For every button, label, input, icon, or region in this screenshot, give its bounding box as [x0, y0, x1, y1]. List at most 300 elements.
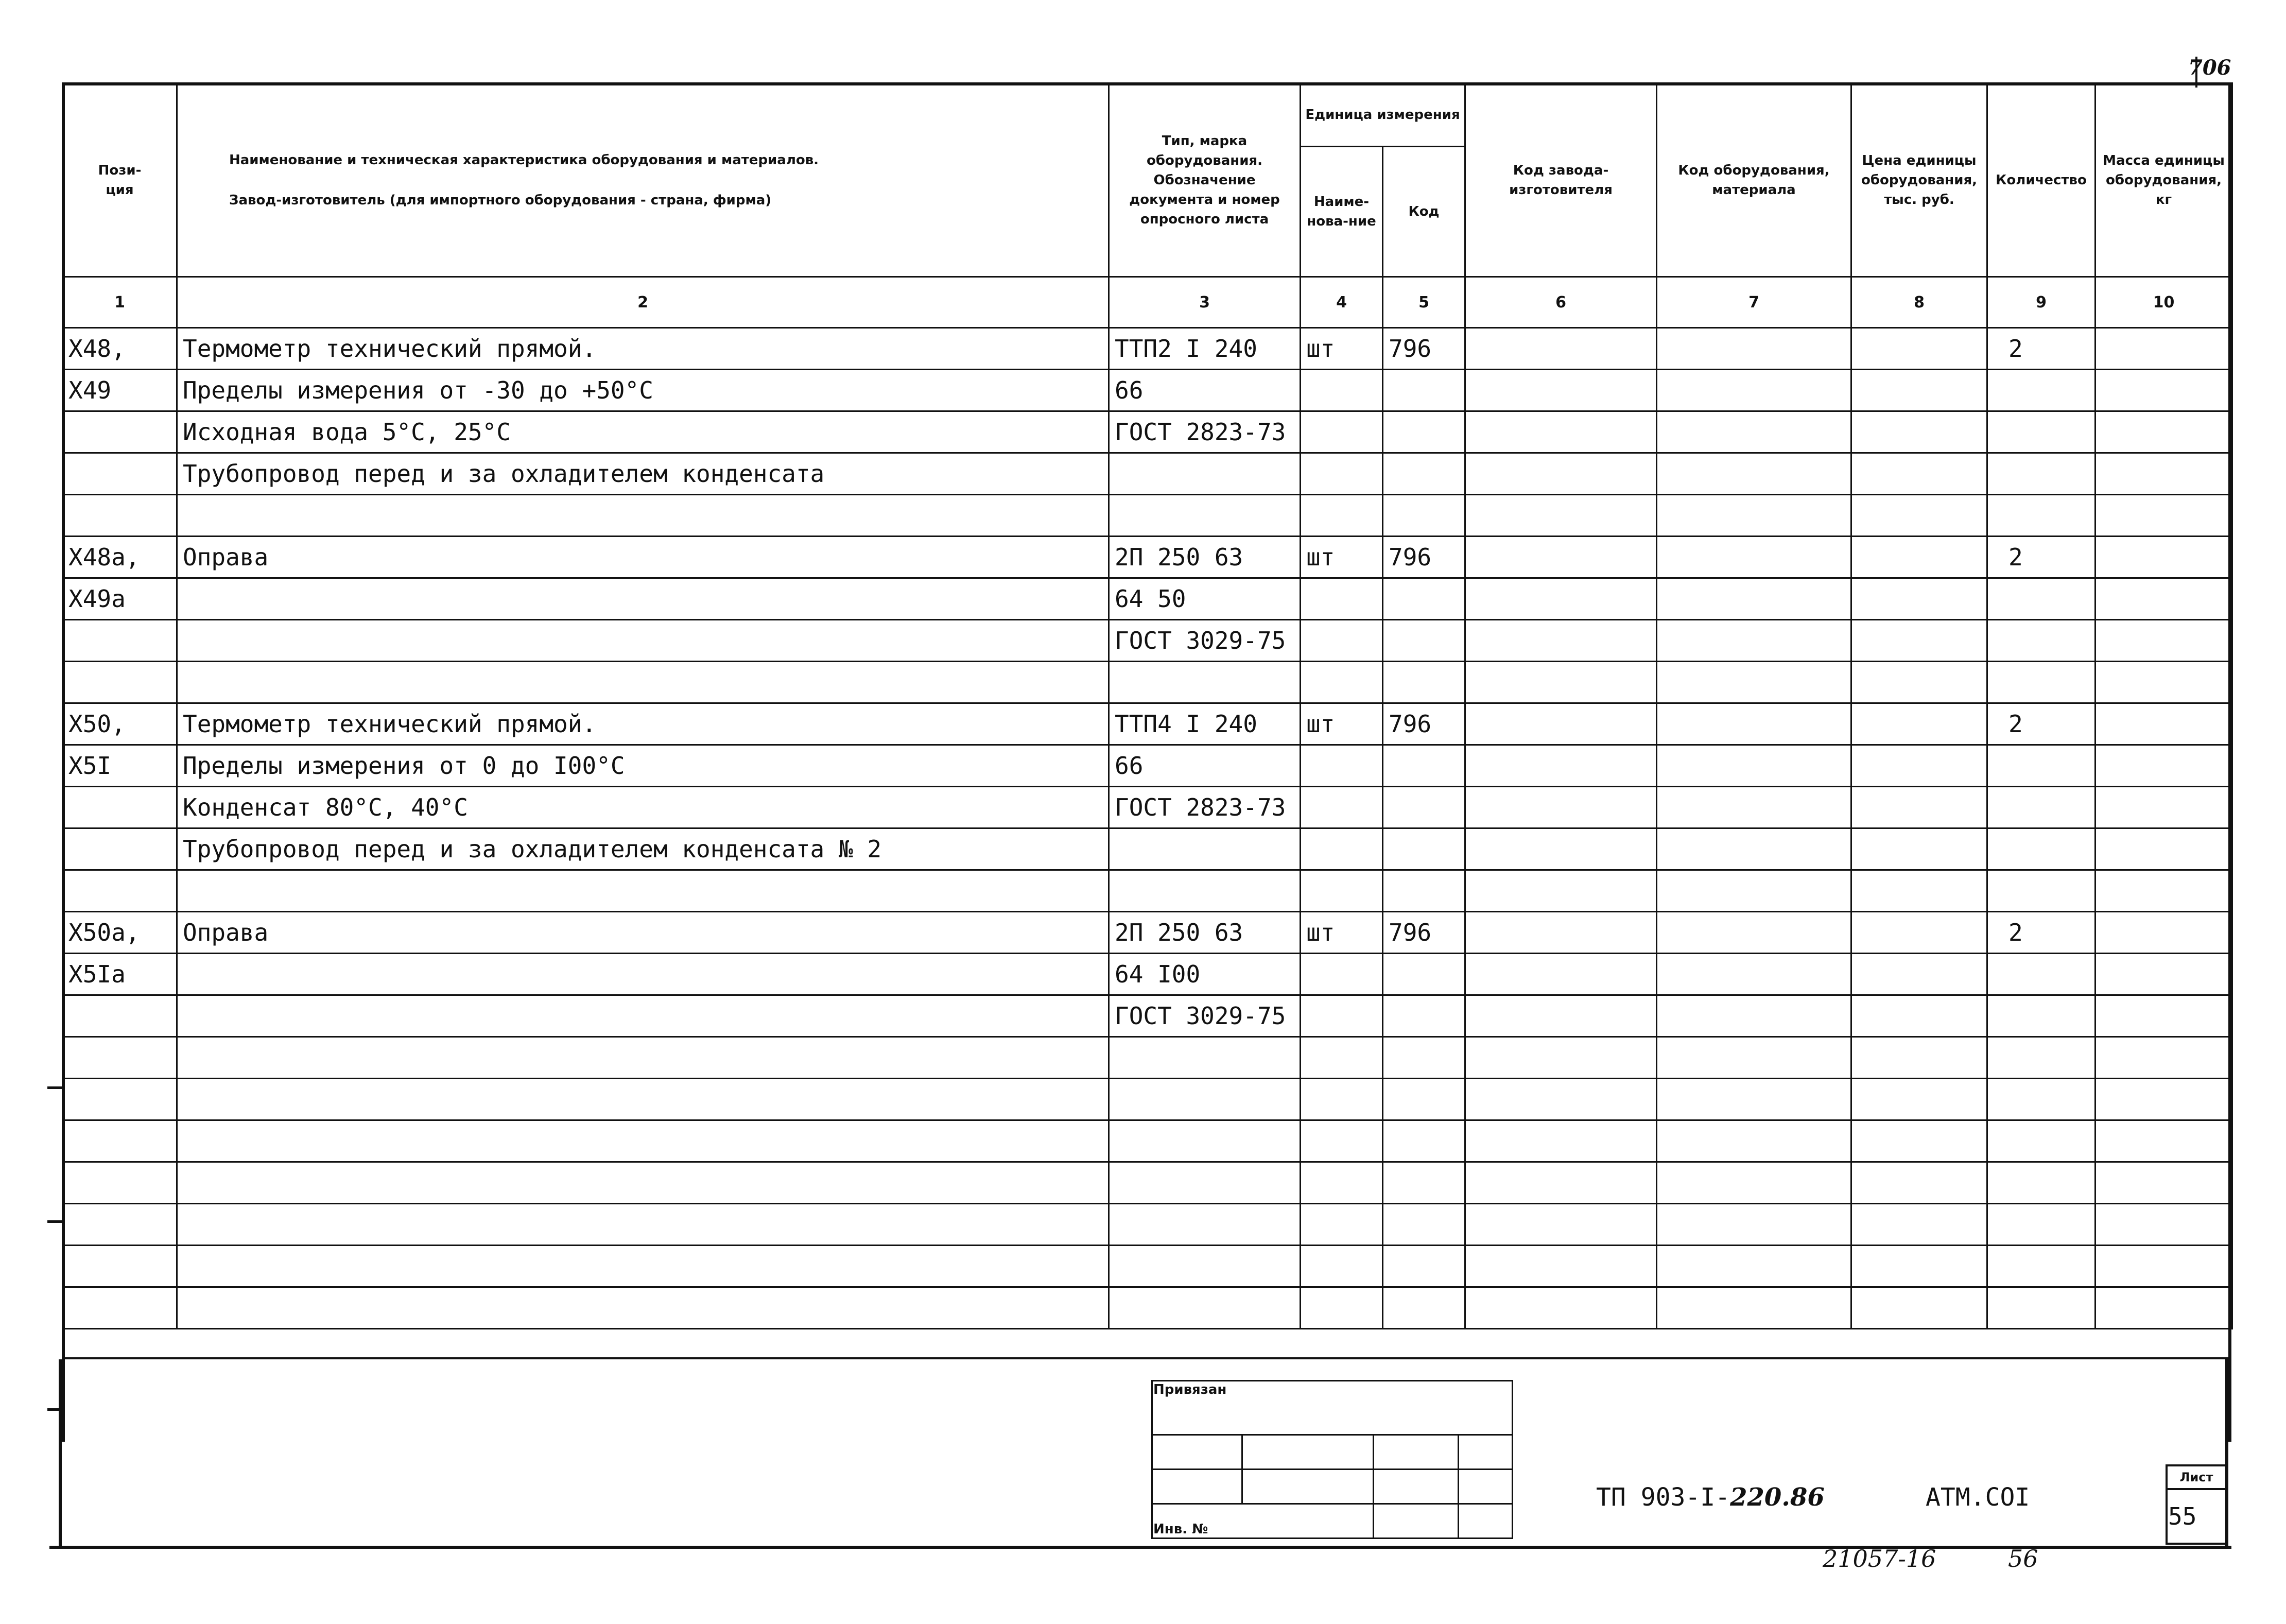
table-cell-c8 — [1851, 828, 1987, 870]
table-row — [63, 912, 2232, 954]
table-cell-c1: Х50а, — [63, 912, 177, 954]
header-unit: Единица измерения — [1301, 83, 1465, 147]
table-cell-c3 — [1109, 662, 1301, 703]
table-cell-c8 — [1851, 578, 1987, 620]
table-cell-c4 — [1301, 787, 1383, 828]
table-cell-c6 — [1465, 328, 1657, 370]
column-number: 10 — [2096, 277, 2232, 328]
table-cell-c9 — [1987, 954, 2096, 995]
table-cell-c5 — [1383, 453, 1465, 495]
table-cell-c6 — [1465, 787, 1657, 828]
table-cell-c5 — [1383, 1162, 1465, 1204]
table-cell-c8 — [1851, 1037, 1987, 1079]
table-cell-c4 — [1301, 1246, 1383, 1287]
table-row — [63, 1079, 2232, 1120]
table-cell-c9 — [1987, 620, 2096, 662]
table-cell-c10 — [2096, 453, 2232, 495]
table-cell-c6 — [1465, 1037, 1657, 1079]
table-row — [63, 453, 2232, 495]
table-cell-c4 — [1301, 495, 1383, 537]
table-row — [63, 703, 2232, 745]
table-cell-c10 — [2096, 703, 2232, 745]
column-number: 6 — [1465, 277, 1657, 328]
table-cell-c3 — [1109, 870, 1301, 912]
table-cell-c8 — [1851, 1204, 1987, 1246]
table-cell-c7 — [1657, 1120, 1851, 1162]
header-position: Пози- ция — [63, 83, 177, 277]
table-cell-c10 — [2096, 954, 2232, 995]
handwritten-number-2: 56 — [2008, 1545, 2038, 1573]
header-price: Цена единицы оборудования, тыс. руб. — [1851, 83, 1987, 277]
column-number: 7 — [1657, 277, 1851, 328]
table-cell-c10 — [2096, 411, 2232, 453]
table-row — [63, 1204, 2232, 1246]
table-cell-c1 — [63, 870, 177, 912]
table-row — [63, 620, 2232, 662]
table-row — [63, 828, 2232, 870]
table-cell-c9: 2 — [1987, 537, 2096, 578]
table-cell-c9 — [1987, 495, 2096, 537]
table-cell-c2 — [177, 578, 1109, 620]
table-cell-c5 — [1383, 954, 1465, 995]
table-row — [63, 995, 2232, 1037]
table-cell-c10 — [2096, 1120, 2232, 1162]
table-cell-c7 — [1657, 1246, 1851, 1287]
table-cell-c2: Исходная вода 5°С, 25°С — [177, 411, 1109, 453]
table-cell-c6 — [1465, 620, 1657, 662]
table-cell-c9 — [1987, 1079, 2096, 1120]
table-cell-c6 — [1465, 370, 1657, 411]
table-cell-c6 — [1465, 411, 1657, 453]
table-cell-c2 — [177, 995, 1109, 1037]
table-cell-c2: Трубопровод перед и за охладителем конденсата № 2 — [177, 828, 1109, 870]
table-cell-c8 — [1851, 870, 1987, 912]
header-manufacturer-code: Код завода-изготовителя — [1465, 83, 1657, 277]
table-cell-c5 — [1383, 1079, 1465, 1120]
top-sheet-number: 706 — [2188, 56, 2231, 80]
table-cell-c1 — [63, 1079, 177, 1120]
table-cell-c2 — [177, 1162, 1109, 1204]
stamp-bound-cell: Привязан — [1152, 1381, 1513, 1435]
table-cell-c6 — [1465, 912, 1657, 954]
table-cell-c9 — [1987, 870, 2096, 912]
table-row — [63, 578, 2232, 620]
table-cell-c10 — [2096, 912, 2232, 954]
table-cell-c7 — [1657, 745, 1851, 787]
table-cell-c1 — [63, 1204, 177, 1246]
table-row — [63, 787, 2232, 828]
table-row — [63, 1120, 2232, 1162]
table-cell-c6 — [1465, 995, 1657, 1037]
table-cell-c3 — [1109, 828, 1301, 870]
column-number: 8 — [1851, 277, 1987, 328]
table-cell-c7 — [1657, 537, 1851, 578]
table-cell-c5 — [1383, 1287, 1465, 1329]
table-cell-c1: Х49 — [63, 370, 177, 411]
table-cell-c8 — [1851, 1079, 1987, 1120]
table-cell-c10 — [2096, 1162, 2232, 1204]
table-cell-c2 — [177, 662, 1109, 703]
table-row — [63, 1246, 2232, 1287]
table-cell-c1 — [63, 787, 177, 828]
table-cell-c8 — [1851, 495, 1987, 537]
sheet-box — [2166, 1464, 2227, 1545]
table-cell-c8 — [1851, 912, 1987, 954]
table-cell-c10 — [2096, 662, 2232, 703]
table-cell-c2: Пределы измерения от -30 до +50°С — [177, 370, 1109, 411]
table-cell-c7 — [1657, 870, 1851, 912]
table-cell-c1 — [63, 995, 177, 1037]
table-cell-c8 — [1851, 954, 1987, 995]
table-cell-c3: ГОСТ 3029-75 — [1109, 620, 1301, 662]
table-cell-c1 — [63, 495, 177, 537]
table-cell-c8 — [1851, 745, 1987, 787]
table-cell-c1 — [63, 662, 177, 703]
table-cell-c3: 66 — [1109, 745, 1301, 787]
table-cell-c1: Х5Iа — [63, 954, 177, 995]
table-cell-c8 — [1851, 787, 1987, 828]
table-row — [63, 954, 2232, 995]
table-cell-c7 — [1657, 1287, 1851, 1329]
table-cell-c5: 796 — [1383, 703, 1465, 745]
table-cell-c1: Х49а — [63, 578, 177, 620]
table-cell-c10 — [2096, 328, 2232, 370]
table-cell-c2: Оправа — [177, 537, 1109, 578]
table-cell-c6 — [1465, 870, 1657, 912]
table-cell-c4 — [1301, 995, 1383, 1037]
table-cell-c8 — [1851, 1162, 1987, 1204]
table-cell-c6 — [1465, 703, 1657, 745]
table-cell-c4 — [1301, 954, 1383, 995]
table-cell-c2 — [177, 1204, 1109, 1246]
table-cell-c2 — [177, 1246, 1109, 1287]
table-cell-c4 — [1301, 1079, 1383, 1120]
table-cell-c5 — [1383, 495, 1465, 537]
table-cell-c6 — [1465, 828, 1657, 870]
table-cell-c5 — [1383, 828, 1465, 870]
table-cell-c7 — [1657, 328, 1851, 370]
table-cell-c4 — [1301, 745, 1383, 787]
table-cell-c4 — [1301, 1162, 1383, 1204]
column-number: 9 — [1987, 277, 2096, 328]
table-cell-c2: Конденсат 80°С, 40°С — [177, 787, 1109, 828]
table-cell-c6 — [1465, 495, 1657, 537]
table-cell-c3: 64 50 — [1109, 578, 1301, 620]
table-cell-c7 — [1657, 1204, 1851, 1246]
table-cell-c6 — [1465, 1079, 1657, 1120]
table-cell-c10 — [2096, 1204, 2232, 1246]
table-cell-c3: ТТП2 I 240 — [1109, 328, 1301, 370]
table-row — [63, 370, 2232, 411]
margin-tick — [47, 1220, 63, 1223]
table-cell-c7 — [1657, 1079, 1851, 1120]
table-cell-c5 — [1383, 1120, 1465, 1162]
table-cell-c5 — [1383, 620, 1465, 662]
table-cell-c3 — [1109, 1162, 1301, 1204]
table-row — [63, 870, 2232, 912]
table-cell-c9 — [1987, 1162, 2096, 1204]
table-cell-c1: Х50, — [63, 703, 177, 745]
table-cell-c4 — [1301, 1120, 1383, 1162]
table-cell-c3: ГОСТ 2823-73 — [1109, 787, 1301, 828]
table-cell-c6 — [1465, 954, 1657, 995]
table-cell-c5 — [1383, 787, 1465, 828]
table-cell-c3: 64 I00 — [1109, 954, 1301, 995]
table-cell-c5 — [1383, 578, 1465, 620]
table-cell-c2: Термометр технический прямой. — [177, 328, 1109, 370]
table-cell-c8 — [1851, 1287, 1987, 1329]
table-cell-c3 — [1109, 1246, 1301, 1287]
table-cell-c1: Х5I — [63, 745, 177, 787]
table-cell-c7 — [1657, 495, 1851, 537]
table-cell-c1: Х48а, — [63, 537, 177, 578]
table-cell-c10 — [2096, 1246, 2232, 1287]
specification-table — [62, 82, 2233, 1329]
table-cell-c6 — [1465, 1246, 1657, 1287]
table-cell-c4: шт — [1301, 912, 1383, 954]
table-cell-c3 — [1109, 495, 1301, 537]
header-equipment-code: Код оборудования, материала — [1657, 83, 1851, 277]
table-cell-c4 — [1301, 662, 1383, 703]
header-quantity: Количество — [1987, 83, 2096, 277]
table-cell-c2 — [177, 495, 1109, 537]
table-cell-c3: 66 — [1109, 370, 1301, 411]
table-cell-c1 — [63, 1162, 177, 1204]
table-row — [63, 328, 2232, 370]
table-row — [63, 411, 2232, 453]
table-cell-c7 — [1657, 578, 1851, 620]
column-number: 4 — [1301, 277, 1383, 328]
table-cell-c6 — [1465, 745, 1657, 787]
table-row — [63, 1287, 2232, 1329]
table-cell-c3 — [1109, 453, 1301, 495]
table-cell-c8 — [1851, 370, 1987, 411]
table-cell-c9 — [1987, 995, 2096, 1037]
table-cell-c9 — [1987, 1246, 2096, 1287]
table-cell-c7 — [1657, 912, 1851, 954]
table-row — [63, 537, 2232, 578]
table-cell-c4 — [1301, 870, 1383, 912]
table-cell-c2: Оправа — [177, 912, 1109, 954]
table-cell-c1 — [63, 620, 177, 662]
table-cell-c6 — [1465, 1162, 1657, 1204]
table-cell-c6 — [1465, 453, 1657, 495]
table-cell-c3: ГОСТ 3029-75 — [1109, 995, 1301, 1037]
table-cell-c10 — [2096, 870, 2232, 912]
table-cell-c7 — [1657, 662, 1851, 703]
column-number: 1 — [63, 277, 177, 328]
table-cell-c6 — [1465, 1120, 1657, 1162]
table-cell-c3 — [1109, 1287, 1301, 1329]
table-cell-c1 — [63, 1037, 177, 1079]
table-cell-c7 — [1657, 1037, 1851, 1079]
table-cell-c4 — [1301, 1287, 1383, 1329]
table-cell-c10 — [2096, 620, 2232, 662]
table-cell-c9 — [1987, 787, 2096, 828]
table-cell-c7 — [1657, 787, 1851, 828]
table-cell-c9 — [1987, 370, 2096, 411]
frame-left-edge — [59, 1359, 62, 1549]
table-cell-c9: 2 — [1987, 912, 2096, 954]
table-cell-c4: шт — [1301, 328, 1383, 370]
header-row — [63, 83, 2232, 147]
table-cell-c9 — [1987, 745, 2096, 787]
table-cell-c2 — [177, 620, 1109, 662]
table-cell-c5 — [1383, 411, 1465, 453]
table-cell-c2 — [177, 870, 1109, 912]
table-cell-c1 — [63, 1120, 177, 1162]
table-cell-c6 — [1465, 662, 1657, 703]
table-cell-c7 — [1657, 954, 1851, 995]
table-cell-c4 — [1301, 370, 1383, 411]
binding-stamp — [1151, 1380, 1513, 1539]
table-cell-c5 — [1383, 870, 1465, 912]
table-cell-c7 — [1657, 370, 1851, 411]
table-cell-c7 — [1657, 411, 1851, 453]
table-cell-c2 — [177, 1037, 1109, 1079]
table-cell-c4 — [1301, 1037, 1383, 1079]
table-cell-c2 — [177, 1287, 1109, 1329]
table-cell-c8 — [1851, 1246, 1987, 1287]
table-cell-c7 — [1657, 453, 1851, 495]
table-cell-c3: ТТП4 I 240 — [1109, 703, 1301, 745]
table-cell-c4 — [1301, 620, 1383, 662]
table-row — [63, 1162, 2232, 1204]
table-cell-c8 — [1851, 453, 1987, 495]
table-cell-c9 — [1987, 1287, 2096, 1329]
table-cell-c2 — [177, 1120, 1109, 1162]
table-cell-c2: Трубопровод перед и за охладителем конденсата — [177, 453, 1109, 495]
table-cell-c8 — [1851, 537, 1987, 578]
table-cell-c9: 2 — [1987, 328, 2096, 370]
table-row — [63, 662, 2232, 703]
header-mass: Масса единицы оборудования, кг — [2096, 83, 2232, 277]
table-cell-c5 — [1383, 1037, 1465, 1079]
table-cell-c7 — [1657, 995, 1851, 1037]
table-cell-c9 — [1987, 828, 2096, 870]
table-row — [63, 1037, 2232, 1079]
table-cell-c8 — [1851, 662, 1987, 703]
handwritten-number-1: 21057-16 — [1823, 1545, 1936, 1573]
table-cell-c8 — [1851, 703, 1987, 745]
table-cell-c3 — [1109, 1120, 1301, 1162]
title-block-divider — [62, 1357, 2228, 1359]
table-cell-c2 — [177, 1079, 1109, 1120]
table-cell-c5 — [1383, 1246, 1465, 1287]
sheet-label: Лист — [2167, 1465, 2226, 1489]
table-cell-c7 — [1657, 620, 1851, 662]
table-cell-c3 — [1109, 1204, 1301, 1246]
table-cell-c3: 2П 250 63 — [1109, 537, 1301, 578]
sheet-number: 55 — [2167, 1489, 2226, 1544]
table-cell-c7 — [1657, 703, 1851, 745]
table-cell-c10 — [2096, 1037, 2232, 1079]
table-cell-c9: 2 — [1987, 703, 2096, 745]
table-cell-c6 — [1465, 1287, 1657, 1329]
table-cell-c1 — [63, 828, 177, 870]
table-cell-c9 — [1987, 411, 2096, 453]
table-cell-c3 — [1109, 1037, 1301, 1079]
header-unit-name: Наиме-нова-ние — [1301, 147, 1383, 277]
table-cell-c7 — [1657, 828, 1851, 870]
table-cell-c10 — [2096, 370, 2232, 411]
table-cell-c4: шт — [1301, 703, 1383, 745]
table-cell-c2 — [177, 954, 1109, 995]
table-cell-c9 — [1987, 1037, 2096, 1079]
table-row — [63, 745, 2232, 787]
table-cell-c7 — [1657, 1162, 1851, 1204]
table-cell-c9 — [1987, 1204, 2096, 1246]
column-number: 5 — [1383, 277, 1465, 328]
table-cell-c2: Пределы измерения от 0 до I00°С — [177, 745, 1109, 787]
table-cell-c8 — [1851, 1120, 1987, 1162]
table-cell-c2: Термометр технический прямой. — [177, 703, 1109, 745]
table-cell-c1 — [63, 453, 177, 495]
table-cell-c4 — [1301, 411, 1383, 453]
table-cell-c5: 796 — [1383, 328, 1465, 370]
header-type: Тип, марка оборудования. Обозначение документа и номер опросного листа — [1109, 83, 1301, 277]
header-unit-code: Код — [1383, 147, 1465, 277]
table-cell-c4 — [1301, 578, 1383, 620]
column-number-row — [63, 277, 2232, 328]
table-cell-c5 — [1383, 662, 1465, 703]
table-cell-c6 — [1465, 537, 1657, 578]
table-cell-c3 — [1109, 1079, 1301, 1120]
table-cell-c8 — [1851, 328, 1987, 370]
table-row — [63, 495, 2232, 537]
table-cell-c8 — [1851, 995, 1987, 1037]
document-type: АТМ.СОI — [1926, 1483, 2030, 1512]
table-cell-c10 — [2096, 745, 2232, 787]
table-cell-c5: 796 — [1383, 537, 1465, 578]
stamp-inv-cell: Инв. № — [1152, 1504, 1374, 1539]
table-cell-c5 — [1383, 1204, 1465, 1246]
table-cell-c10 — [2096, 1079, 2232, 1120]
table-cell-c4 — [1301, 453, 1383, 495]
table-cell-c4 — [1301, 1204, 1383, 1246]
table-cell-c10 — [2096, 578, 2232, 620]
table-cell-c5 — [1383, 370, 1465, 411]
table-cell-c10 — [2096, 787, 2232, 828]
column-number: 2 — [177, 277, 1109, 328]
table-cell-c4: шт — [1301, 537, 1383, 578]
table-cell-c10 — [2096, 537, 2232, 578]
table-cell-c10 — [2096, 995, 2232, 1037]
table-cell-c9 — [1987, 1120, 2096, 1162]
table-cell-c10 — [2096, 1287, 2232, 1329]
table-cell-c10 — [2096, 828, 2232, 870]
table-cell-c9 — [1987, 578, 2096, 620]
table-cell-c5 — [1383, 995, 1465, 1037]
table-cell-c1 — [63, 1246, 177, 1287]
table-cell-c9 — [1987, 662, 2096, 703]
table-cell-c5 — [1383, 745, 1465, 787]
table-cell-c10 — [2096, 495, 2232, 537]
table-cell-c4 — [1301, 828, 1383, 870]
table-cell-c5: 796 — [1383, 912, 1465, 954]
margin-tick — [47, 1086, 63, 1089]
table-cell-c6 — [1465, 578, 1657, 620]
table-cell-c3: ГОСТ 2823-73 — [1109, 411, 1301, 453]
header-description: Наименование и техническая характеристика оборудования и материалов. Завод-изготовитель (для импортного оборудования - страна, фирма) — [177, 83, 1109, 277]
table-cell-c1 — [63, 1287, 177, 1329]
table-cell-c3: 2П 250 63 — [1109, 912, 1301, 954]
table-cell-c9 — [1987, 453, 2096, 495]
document-code: ТП 903-I-220.86 — [1596, 1483, 1825, 1512]
table-cell-c1: Х48, — [63, 328, 177, 370]
table-cell-c6 — [1465, 1204, 1657, 1246]
column-number: 3 — [1109, 277, 1301, 328]
